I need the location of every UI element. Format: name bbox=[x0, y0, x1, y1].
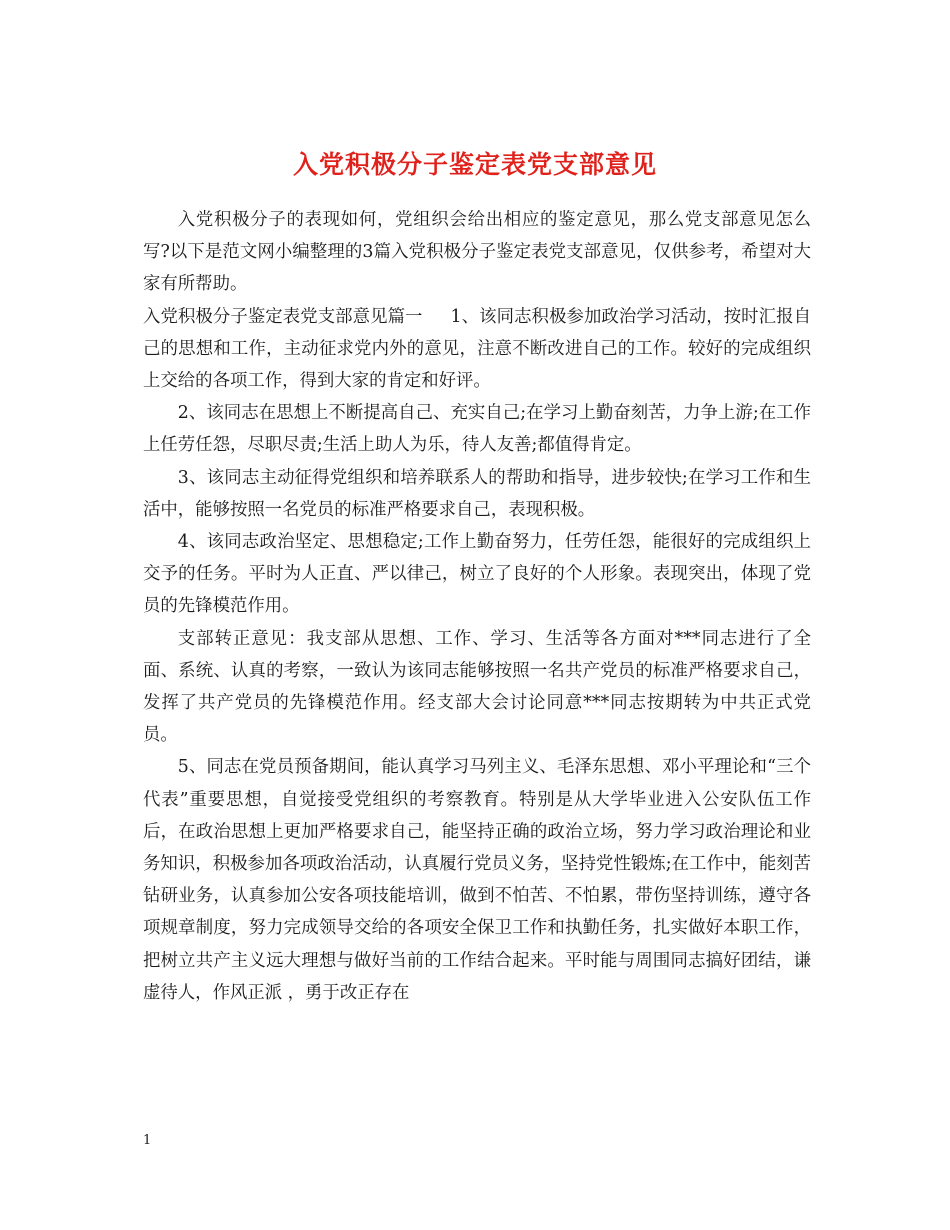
section-paragraph bbox=[143, 301, 811, 398]
item-1-text: 1、该同志积极参加政治学习活动，按时汇报自己的思想和工作，主动征求党内外的意见，注意不断改进自己的工作。较好的完成组织上交给的各项工作，得到大家的肯定和好评。 bbox=[143, 306, 811, 392]
item-3-paragraph: 3、该同志主动征得党组织和培养联系人的帮助和指导，进步较快;在学习工作和生活中，能够按照一名党员的标准严格要求自己，表现积极。 bbox=[143, 467, 811, 520]
intro-paragraph: 入党积极分子的表现如何，党组织会给出相应的鉴定意见，那么党支部意见怎么写?以下是范文网小编整理的3篇入党积极分子鉴定表党支部意见，仅供参考，希望对大家有所帮助。 bbox=[143, 210, 811, 295]
item-5-paragraph: 5、同志在党员预备期间，能认真学习马列主义、毛泽东思想、邓小平理论和“三个代表”重要思想，自觉接受党组织的考察教育。特别是从大学毕业进入公安队伍工作后，在政治思想上更加严格要求自己，能坚持正确的政治立场，努力学习政治理论和业务知识，积极参加各项政治活动，认真履行党员义务，坚持党性锻炼;在工作中，能刻苦钻研业务，认真参加公安各项技能培训，做到不怕苦、不怕累，带伤坚持训练，遵守各项规章制度，努力完成领导交给的各项安全保卫工作和执勤任务，扎实做好本职工作，把树立共产主义远大理想与做好当前的工作结合起来。平时能与周围同志搞好团结，谦虚待人，作风正派 ，勇于改正存在 bbox=[143, 757, 811, 1003]
item-4-paragraph: 4、该同志政治坚定、思想稳定;工作上勤奋努力，任劳任怨，能很好的完成组织上交予的任务。平时为人正直、严以律己，树立了良好的个人形象。表现突出，体现了党员的先锋模范作用。 bbox=[143, 532, 811, 617]
branch-opinion-paragraph: 支部转正意见：我支部从思想、工作、学习、生活等各方面对***同志进行了全面、系统、认真的考察，一致认为该同志能够按照一名共产党员的标准严格要求自己，发挥了共产党员的先锋模范作用。经支部大会讨论同意***同志按期转为中共正式党员。 bbox=[143, 628, 811, 746]
document-title: 入党积极分子鉴定表党支部意见 bbox=[292, 149, 657, 179]
item-2-paragraph: 2、该同志在思想上不断提高自己、充实自己;在学习上勤奋刻苦，力争上游;在工作上任劳任怨，尽职尽责;生活上助人为乐，待人友善;都值得肯定。 bbox=[143, 403, 811, 456]
section-heading: 入党积极分子鉴定表党支部意见篇一 bbox=[143, 306, 423, 327]
page-number: 1 bbox=[143, 1133, 152, 1148]
document-body bbox=[143, 204, 811, 1009]
